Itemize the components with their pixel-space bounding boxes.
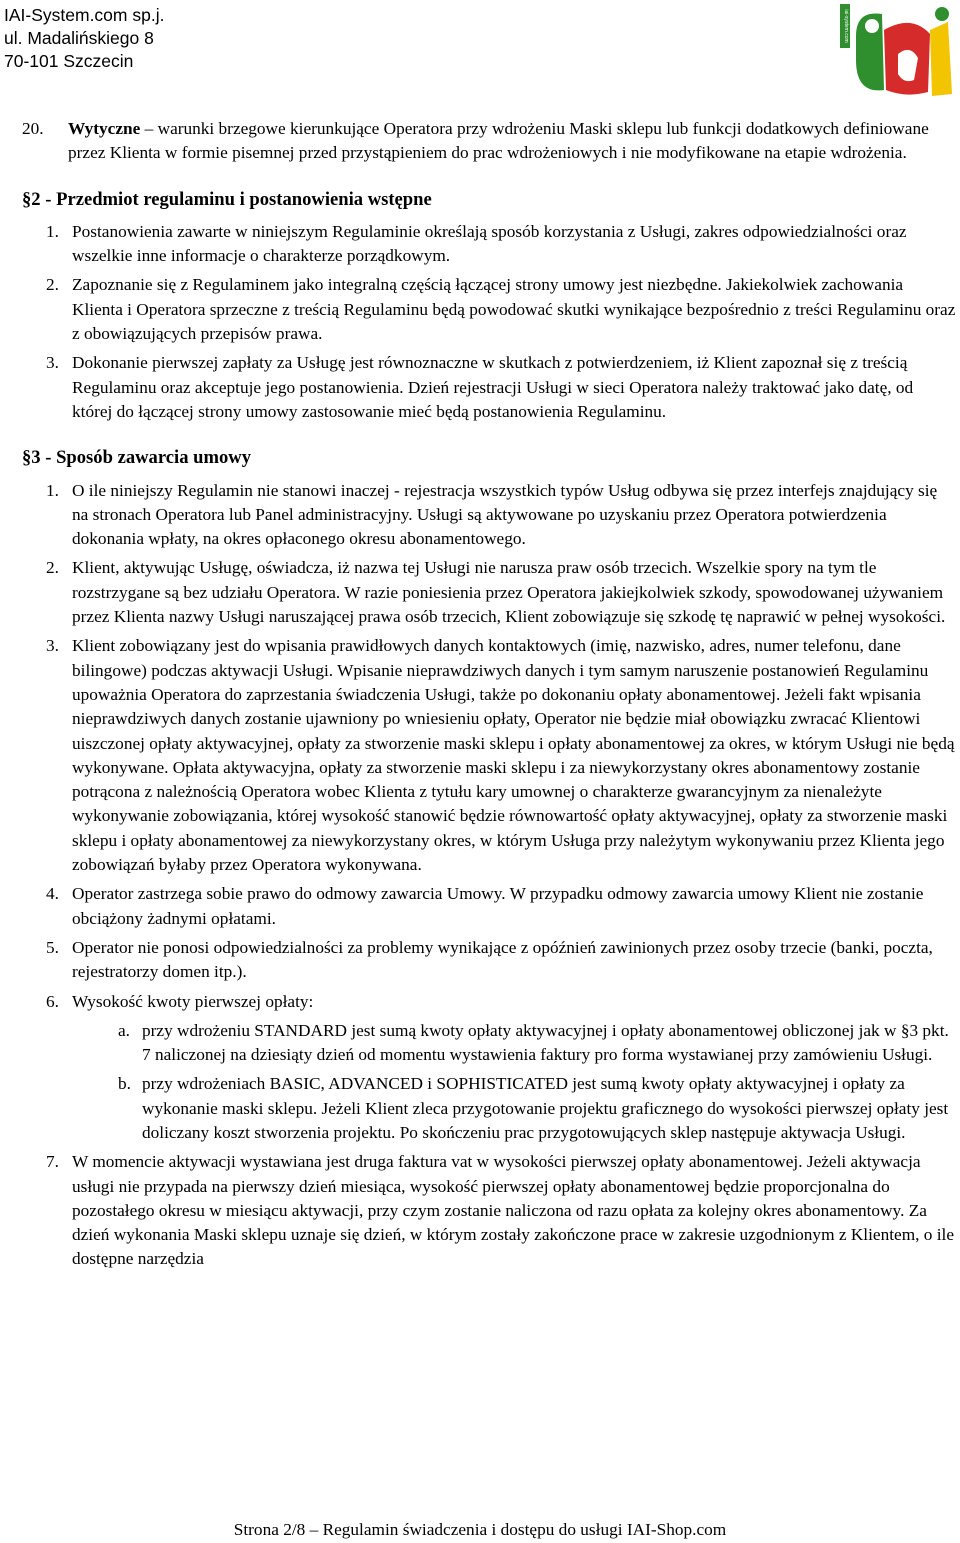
sub-list-item <box>22 1019 957 1068</box>
list-item <box>22 936 957 985</box>
list-item <box>22 351 957 424</box>
list-item <box>22 556 957 629</box>
company-name: IAI-System.com sp.j. <box>4 5 165 25</box>
list-item <box>22 479 957 552</box>
list-item-number: 2. <box>46 558 59 578</box>
list-item <box>22 273 957 346</box>
svg-text:iai-system.com: iai-system.com <box>843 9 849 43</box>
sub-list-item <box>22 1072 957 1145</box>
list-item-text: W momencie aktywacji wystawiana jest druga faktura vat w wysokości pierwszej opłaty abonamentowej. Jeżeli aktywacja usługi nie przypada na pierwszy dzień miesiąca, wysokość pierwszej opłaty abonamentowej będzie proporcjonalna do pozostałego okresu w miesiącu aktywacji, przy czym zostanie naliczona od razu opłata za kolejny okres abonamentowy. Za dzień wykonania Maski sklepu uznaje się dzień, w którym zostały zakończone prace w zakresie uzgodnionym z Klientem, o ile dostępne narzędzia <box>72 1152 955 1269</box>
list-item-text: Postanowienia zawarte w niniejszym Regulaminie określają sposób korzystania z Usługi, zakres odpowiedzialności oraz wszelkie inne informacje o charakterze porządkowym. <box>72 221 907 266</box>
list-item-text: Operator nie ponosi odpowiedzialności za problemy wynikające z opóźnień zawinionych przez osoby trzecie (banki, poczta, rejestratorzy domen itp.). <box>72 937 933 982</box>
list-item-number: 6. <box>46 991 59 1011</box>
list-item-text: Wysokość kwoty pierwszej opłaty: <box>72 991 314 1011</box>
definition-term: Wytyczne <box>68 119 141 138</box>
list-item-text: Dokonanie pierwszej zapłaty za Usługę jest równoznaczne w skutkach z potwierdzeniem, iż Klient zapoznał się z treścią Regulaminu oraz akceptuje jego postanowienia. Dzień rejestracji Usługi w sieci Operatora należy traktować jako datę, od której do łączącej strony umowy zastosowanie mieć będą postanowienia Regulaminu. <box>72 353 914 421</box>
list-item <box>22 882 957 931</box>
section-3-title: §3 - Sposób zawarcia umowy <box>22 447 251 469</box>
list-item-number: 3. <box>46 636 59 656</box>
list-item-text: Zapoznanie się z Regulaminem jako integralną częścią łączącej strony umowy jest niezbędne. Jakiekolwiek zachowania Klienta i Operatora sprzeczne z treścią Regulaminu będą powodować skutki wynikające bezpośrednio z treści Regulaminu oraz z obowiązujących przepisów prawa. <box>72 275 956 344</box>
iai-logo <box>834 0 958 100</box>
list-item-number: 4. <box>46 884 59 904</box>
list-item-number: 2. <box>46 275 59 295</box>
list-item-text: Klient, aktywując Usługę, oświadcza, iż nazwa tej Usługi nie narusza praw osób trzecich. Wszelkie spory na tym tle rozstrzygane są bez udziału Operatora. W razie poniesienia przez Operatora jakiejkolwiek szkody, spowodowanej używaniem przez Klienta nazwy Usługi naruszającej prawa osób trzecich, Klient zobowiązuje się szkodę tę naprawić w pełnej wysokości. <box>72 558 946 627</box>
document-body <box>22 117 957 1277</box>
list-item <box>22 220 957 269</box>
list-item-number: 1. <box>46 480 59 500</box>
definition-number: 20. <box>22 119 44 138</box>
list-item-number: 1. <box>46 221 59 241</box>
list-item-text: Operator zastrzega sobie prawo do odmowy zawarcia Umowy. W przypadku odmowy zawarcia umowy Klient nie zostanie obciążony żadnymi opłatami. <box>72 884 924 928</box>
list-item-number: 5. <box>46 937 59 957</box>
company-street: ul. Madalińskiego 8 <box>4 28 154 48</box>
sub-list-item-text: przy wdrożeniu STANDARD jest sumą kwoty opłaty aktywacyjnej i opłaty abonamentowej obliczonej jak w §3 pkt. 7 naliczonej na dziesiąty dzień od momentu wystawienia faktury pro forma wystawianej przy zamówieniu Usługi. <box>142 1020 949 1065</box>
list-item-number: 7. <box>46 1152 59 1172</box>
section-2-title: §2 - Przedmiot regulaminu i postanowienia wstępne <box>22 188 432 210</box>
company-city: 70-101 Szczecin <box>4 51 134 71</box>
definition-20 <box>22 117 957 166</box>
sub-list-item-text: przy wdrożeniach BASIC, ADVANCED i SOPHISTICATED jest sumą kwoty opłaty aktywacyjnej i opłaty za wykonanie maski sklepu. Jeżeli Klient zleca przygotowanie projektu graficznego do wysokości pierwszej opłaty jest doliczany koszt stworzenia projektu. Po skończeniu prac przygotowujących sklep następuje aktywacja Usługi. <box>142 1074 949 1142</box>
sub-list-item-letter: a. <box>118 1020 130 1040</box>
sub-list-item-letter: b. <box>118 1074 131 1094</box>
list-item-number: 3. <box>46 353 59 373</box>
page-footer: Strona 2/8 – Regulamin świadczenia i dostępu do usługi IAI-Shop.com <box>233 1520 727 1539</box>
list-item <box>22 990 957 1014</box>
list-item-text: Klient zobowiązany jest do wpisania prawidłowych danych kontaktowych (imię, nazwisko, adres, numer telefonu, dane bilingowe) podczas aktywacji Usługi. Wpisanie nieprawdziwych danych i tym samym naruszenie postanowień Regulaminu upoważnia Operatora do zaprzestania świadczenia Usługi, także po dokonaniu opłaty abonamentowej. Jeżeli fakt wpisania nieprawdziwych danych zostanie ujawniony po wniesieniu opłaty, Operator nie będzie miał obowiązku zwracać Klientowi uiszczonej opłaty aktywacyjnej, opłaty za stworzenie maski sklepu i opłaty abonamentowej za okres, w którym Usługi nie będą wykonywane. Opłata aktywacyjna, opłaty za stworzenie maski sklepu i za niewykorzystany okres abonamentowy zostanie potrącona z należnością Operatora wobec Klienta z tytułu kary umownej o charakterze gwarancyjnym za nienależyte wykonywanie zobowiązania, której wysokość stanowić będzie równowartość opłaty aktywacyjnej, opłaty za stworzenie maski sklepu i opłaty abonamentowej za niewykorzystany okres, w którym Usługa przy należytym wykonywaniu przez Klienta jego zobowiązań byłaby przez Operatora wykonywana. <box>72 636 955 875</box>
definition-text <box>68 117 957 166</box>
company-address <box>4 4 164 73</box>
list-item <box>22 1150 957 1271</box>
list-item <box>22 634 957 877</box>
definition-body: – warunki brzegowe kierunkujące Operatora przy wdrożeniu Maski sklepu lub funkcji dodatkowych definiowane przez Klienta w formie pisemnej przed przystąpieniem do prac wdrożeniowych i nie modyfikowane na etapie wdrożenia. <box>68 119 929 163</box>
list-item-text: O ile niniejszy Regulamin nie stanowi inaczej - rejestracja wszystkich typów Usług odbywa się przez interfejs znajdujący się na stronach Operatora lub Panel administracyjny. Usługi są aktywowane po uzyskaniu przez Operatora potwierdzenia dokonania wpłaty, na okres opłaconego okresu abonamentowego. <box>72 480 938 549</box>
